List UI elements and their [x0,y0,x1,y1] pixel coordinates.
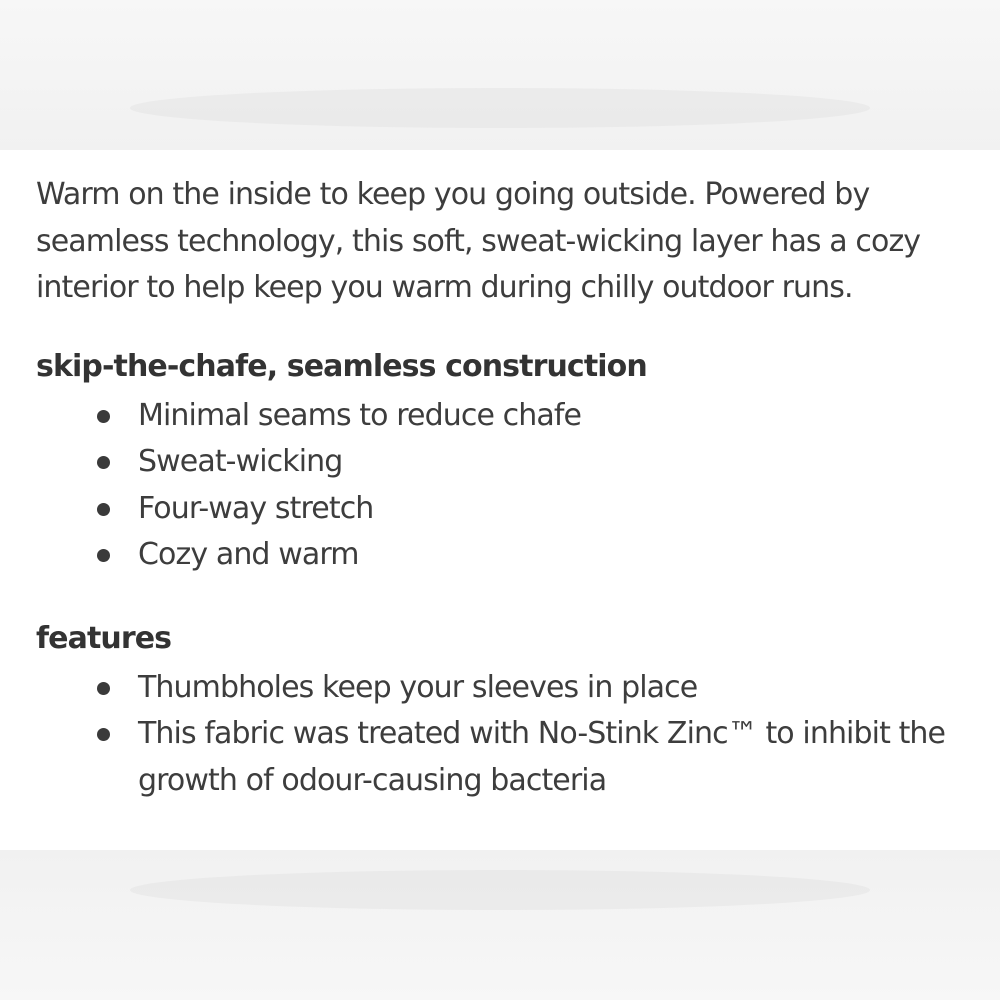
list-item-text: Minimal seams to reduce chafe [138,397,582,433]
list-item [36,486,964,533]
construction-list [36,393,964,579]
list-item [36,393,964,440]
bullet-icon [97,549,110,562]
list-item [36,665,964,712]
bullet-icon [97,410,110,423]
list-item-text: Four-way stretch [138,490,374,526]
bullet-icon [97,682,110,695]
features-list [36,665,964,805]
list-item-text: This fabric was treated with No-Stink Zinc™ to inhibit the growth of odour-causing bacteria [138,716,946,798]
list-item-text: Cozy and warm [138,537,359,572]
blurred-bottom-area [0,850,1000,1000]
list-item-text: Sweat-wicking [138,444,343,479]
list-item-text: Thumbholes keep your sleeves in place [138,669,698,705]
blurred-top-area [0,0,1000,150]
section-heading-features: features [36,620,172,656]
list-item [36,532,964,579]
list-item [36,439,964,486]
bullet-icon [97,503,110,516]
bullet-icon [97,456,110,469]
intro-paragraph: Warm on the inside to keep you going outside. Powered by seamless technology, this soft, sweat-wicking layer has a cozy interior to help keep you warm during chilly outdoor runs. [36,177,921,305]
section-heading-construction: skip-the-chafe, seamless construction [36,348,647,384]
product-description-panel [0,150,1000,850]
bullet-icon [97,728,110,741]
list-item [36,711,964,804]
